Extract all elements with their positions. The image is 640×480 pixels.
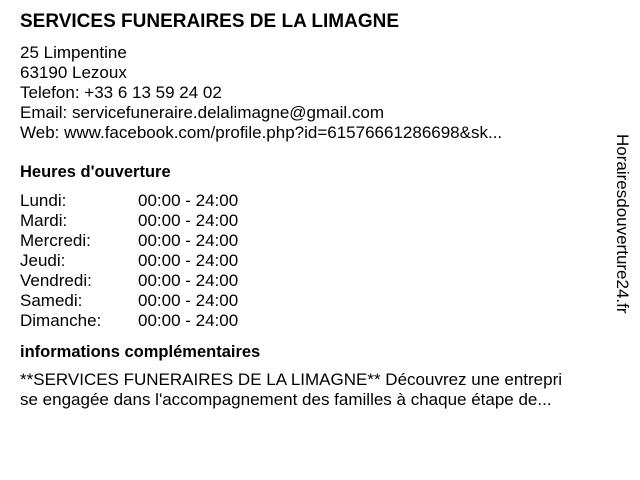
address-city: 63190 Lezoux [20, 63, 127, 82]
info-description [20, 370, 620, 410]
phone-text: Telefon: +33 6 13 59 24 02 [20, 83, 222, 102]
hours-table [20, 191, 620, 331]
day-label: Mercredi: [20, 231, 91, 250]
day-label: Dimanche: [20, 311, 102, 330]
day-label: Samedi: [20, 291, 83, 310]
hours-heading: Heures d'ouverture [20, 163, 171, 181]
info-heading: informations complémentaires [20, 343, 261, 361]
time-range: 00:00 - 24:00 [138, 191, 239, 210]
hours-row-lundi [20, 191, 620, 211]
time-range: 00:00 - 24:00 [138, 311, 239, 330]
description-line: se engagée dans l'accompagnement des familles à chaque étape de... [20, 390, 552, 409]
hours-row-vendredi [20, 271, 620, 291]
time-range: 00:00 - 24:00 [138, 231, 239, 250]
web-text: Web: www.facebook.com/profile.php?id=61576661286698&sk... [20, 123, 503, 142]
time-range: 00:00 - 24:00 [138, 271, 239, 290]
day-label: Jeudi: [20, 251, 66, 270]
business-card [20, 11, 620, 410]
description-line: **SERVICES FUNERAIRES DE LA LIMAGNE** Découvrez une entrepri [20, 370, 563, 389]
hours-row-mardi [20, 211, 620, 231]
hours-row-jeudi [20, 251, 620, 271]
address-street: 25 Limpentine [20, 43, 127, 62]
business-name: SERVICES FUNERAIRES DE LA LIMAGNE [20, 11, 399, 32]
day-label: Vendredi: [20, 271, 92, 290]
hours-row-samedi [20, 291, 620, 311]
time-range: 00:00 - 24:00 [138, 211, 239, 230]
hours-row-mercredi [20, 231, 620, 251]
day-label: Lundi: [20, 191, 67, 210]
day-label: Mardi: [20, 211, 68, 230]
site-watermark: Horairesdouverture24.fr [613, 134, 632, 314]
email-text: Email: servicefuneraire.delalimagne@gmail.com [20, 103, 385, 122]
contact-block [20, 43, 620, 143]
time-range: 00:00 - 24:00 [138, 291, 239, 310]
hours-row-dimanche [20, 311, 620, 331]
time-range: 00:00 - 24:00 [138, 251, 239, 270]
